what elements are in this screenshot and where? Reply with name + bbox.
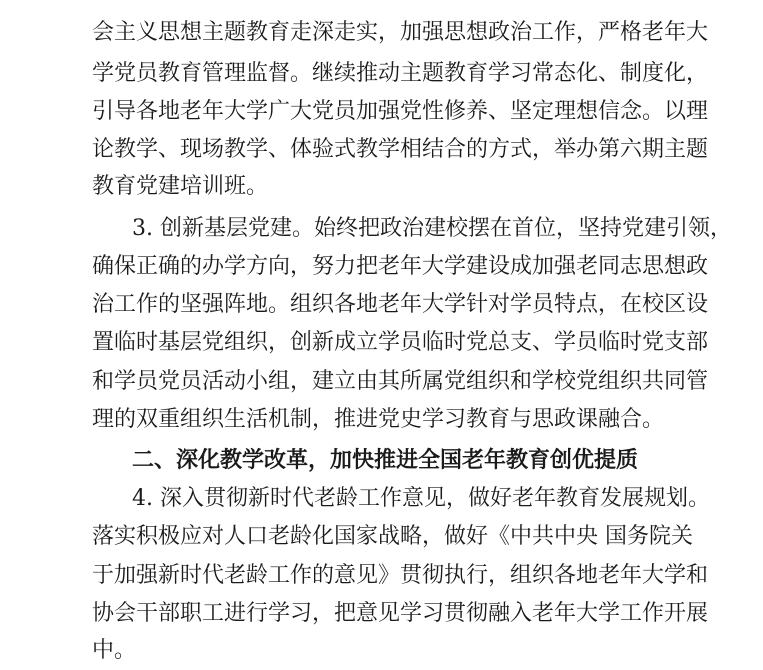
paragraph-2-line-2: 确保正确的办学方向，努力把老年大学建设成加强老同志思想政 — [92, 254, 709, 279]
paragraph-1-line-3: 引导各地老年大学广大党员加强党性修养、坚定理想信念。以理 — [92, 99, 709, 124]
paragraph-3-line-5: 中。 — [92, 638, 137, 663]
paragraph-2-line-5: 和学员党员活动小组，建立由其所属党组织和学校党组织共同管 — [92, 369, 709, 394]
paragraph-1-line-5: 教育党建培训班。 — [92, 174, 269, 199]
paragraph-3-line-2: 落实积极应对人口老龄化国家战略，做好《中共中央 国务院关 — [92, 524, 693, 549]
section-heading: 二、深化教学改革，加快推进全国老年教育创优提质 — [132, 448, 639, 473]
paragraph-3-line-4: 协会干部职工进行学习，把意见学习贯彻融入老年大学工作开展 — [92, 601, 709, 626]
paragraph-3-line-1: 4. 深入贯彻新时代老龄工作意见，做好老年教育发展规划。 — [132, 486, 710, 511]
paragraph-2-line-1: 3. 创新基层党建。始终把政治建校摆在首位，坚持党建引领， — [132, 216, 732, 241]
paragraph-1-line-4: 论教学、现场教学、体验式教学相结合的方式，举办第六期主题 — [92, 137, 709, 162]
paragraph-1-line-1: 会主义思想主题教育走深走实，加强思想政治工作，严格老年大 — [92, 20, 709, 45]
paragraph-1-line-2: 学党员教育管理监督。继续推动主题教育学习常态化、制度化， — [92, 61, 709, 86]
paragraph-2-line-4: 置临时基层党组织，创新成立学员临时党总支、学员临时党支部 — [92, 330, 709, 355]
paragraph-3-line-3: 于加强新时代老龄工作的意见》贯彻执行，组织各地老年大学和 — [92, 563, 709, 588]
paragraph-2-line-3: 治工作的坚强阵地。组织各地老年大学针对学员特点，在校区设 — [92, 292, 709, 317]
paragraph-2-line-6: 理的双重组织生活机制，推进党史学习教育与思政课融合。 — [92, 407, 665, 432]
